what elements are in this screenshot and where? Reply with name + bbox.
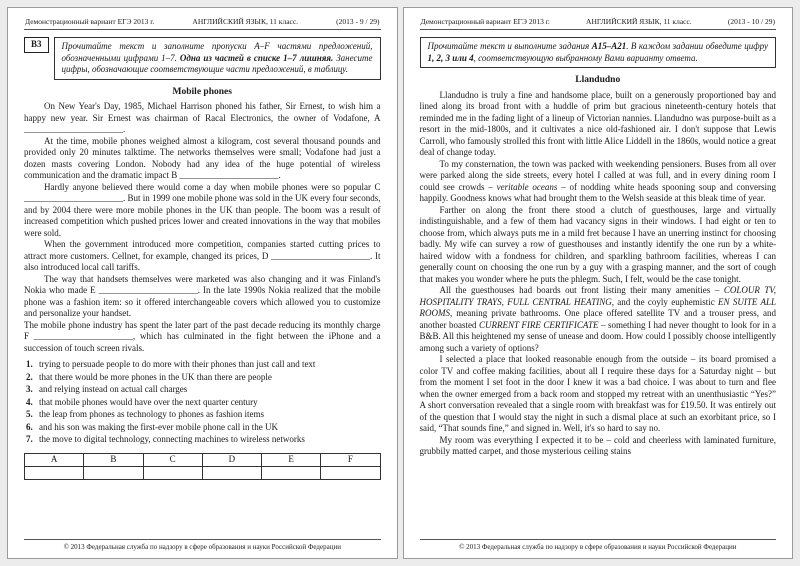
paragraph-text: – of nodding white heads spooning soup and conversing happily. Goodness knows what had brought them to the Welsh seaside at this bleak time of year. (419, 181, 776, 203)
paragraph-text: To my consternation, the town was packed with weekending pensioners. Buses from all over were parked along the side streets, every hotel I called at was full, and in every dining room I could see crowds – (419, 158, 776, 192)
instruction-bold-text: А15–А21 (591, 41, 627, 51)
option-text: the leap from phones as technology to phones as fashion items (39, 409, 264, 419)
task-a15-a21-block (420, 37, 777, 68)
paragraph (420, 285, 777, 354)
instruction-text: . В каждом задании обведите цифру (626, 41, 768, 51)
paragraph: At the time, mobile phones weighed almost a kilogram, cost several thousand pounds and provided only 20 minutes talktime. The networks themselves were small; Vodafone had just a dozen masts covering London. Nobody had any idea of the huge potential of wireless communication and the dramatic impact B ______________________. (24, 135, 381, 180)
answer-cell (25, 466, 84, 479)
reading-text-title: Mobile phones (172, 86, 232, 97)
paragraph-text: All the guesthouses had boards out front listing their many amenities – (439, 285, 724, 295)
italic-phrase: EN SUITE ALL ROOMS, (419, 296, 776, 318)
italic-phrase: CURRENT FIRE CERTIFICATE (479, 319, 599, 330)
option-number: 3. (26, 384, 33, 394)
instruction-box (420, 37, 777, 68)
answer-table (24, 453, 381, 480)
option-number: 6. (26, 421, 33, 432)
left-page-header (24, 17, 381, 30)
right-page-content (420, 37, 777, 539)
paragraph-text: – something I had never thought to look for in a B&B. All this heightened my sense of unease and doom. How could I possibly choose intelligently among such a variety of options? (419, 319, 777, 353)
option-item (24, 384, 381, 396)
header-page-number: (2013 - 10 / 29) (727, 17, 775, 26)
paragraph: Hardly anyone believed there would come a day when mobile phones were so popular C ______________________. But in 1999 one mobile phone was sold in the UK every four seconds, and by 2004 there were more mobile phones in the UK than people. The boom was a result of increased competition which pushed prices lower and created innovations in the way that mobiles were sold. (24, 181, 381, 238)
left-page-footer (24, 539, 381, 551)
paragraph: My room was everything I expected it to be – cold and cheerless with laminated furniture, grubbily matted carpet, and those mysterious ceiling stains (419, 434, 776, 456)
option-text: trying to persuade people to do more with their phones than just call and text (39, 359, 316, 369)
option-item (24, 372, 381, 384)
paragraph-text: meaning private bathrooms. One place offered satellite TV and a trouser press, and another boasted (419, 308, 776, 330)
option-number: 1. (26, 359, 33, 369)
answer-table-header-cell: F (321, 453, 380, 466)
option-number: 7. (26, 434, 33, 444)
instruction-text: Занесите цифры, обозначающие соответствующие части предложений, в таблицу. (61, 52, 373, 74)
paragraph: Farther on along the front there stood a clutch of guesthouses, large and virtually indistinguishable, and a few of them had vacancy signs in their windows. I had eight or ten to choose from, which always puts me in a mild fret because I have an unerring instinct for choosing badly. My wife can survey a row of guesthouses and instantly identify the one run by a white-haired widow with a fondness for children, and sparkling bathroom facilities, whereas I can generally count on choosing the one run by a guy with a grasping manner, and the sort of cough that makes you wonder where he puts the phlegm. Such, I felt, would be the case tonight. (419, 204, 776, 284)
footer-copyright: © 2013 Федеральная служба по надзору в сфере образования и науки Российской Федерации (63, 543, 341, 551)
task-id-badge: В3 (24, 37, 49, 53)
paragraph-text: and the coyly euphemistic (613, 296, 719, 307)
answer-cell (84, 466, 143, 479)
option-text: the move to digital technology, connecting machines to wireless networks (39, 434, 305, 444)
paragraph: The mobile phone industry has spent the later part of the past decade reducing its monthly charge F ______________________, which has culminated in the fight between the iPhone and a succession of touch screen rivals. (24, 319, 381, 353)
option-text: that mobile phones would have over the next quarter century (39, 396, 258, 407)
left-page (7, 7, 398, 559)
paragraph: I selected a place that looked reasonable enough from the outside – its board promised a color TV and coffee making facilities, about all I require these days for a Saturday night – but from the moment I set foot in the door I knew it was a bad choice. I was about to turn and flee when the owner emerged from a back room and stopped my retreat with an unenthusiastic “Yes?” A short conversation revealed that a single room with breakfast was for £19.50. It was entirely out of the question that I would stay the night in such a dismal place at such an exorbitant price, so I said, “That sounds fine,” and signed in. Well, it's so hard to say no. (419, 354, 776, 433)
header-subject-label: АНГЛИЙСКИЙ ЯЗЫК, 11 класс. (192, 17, 299, 26)
instruction-bold-text: 1, 2, 3 или 4 (427, 52, 474, 63)
instruction-box (54, 37, 381, 80)
answer-table-header-cell: D (202, 453, 261, 466)
paragraph: Llandudno is truly a fine and handsome place, built on a generously proportioned bay and lined along its broad front with a huddle of prim but gracious nineteenth-century hotels that reminded me in the fading light of a lineup of Victorian nannies. Llandudno was purpose-built as a resort in the mid-1800s, and it cultivates a nice old-fashioned air. I don't suppose that Lewis Carroll, who famously strolled this front with little Alice Liddell in the 1860s, would notice a great deal of change today. (419, 89, 776, 157)
task-b3-block (24, 37, 381, 80)
footer-copyright: © 2013 Федеральная служба по надзору в сфере образования и науки Российской Федерации (459, 543, 737, 551)
paragraph (420, 159, 777, 205)
header-variant-label: Демонстрационный вариант ЕГЭ 2013 г. (420, 17, 550, 26)
answer-table-empty-row (25, 466, 381, 479)
option-item (24, 397, 381, 409)
paragraph: When the government introduced more competition, companies started cutting prices to attract more customers. Cellnet, for example, changed its prices, D ______________________. It also introduced local call tariffs. (24, 239, 381, 272)
option-item (24, 359, 381, 371)
option-item (24, 409, 381, 421)
answer-table-header-cell: C (143, 453, 202, 466)
italic-phrase: COLOUR TV, HOSPITALITY TRAYS, FULL CENTRAL HEATING, (419, 285, 776, 307)
right-page-footer (420, 539, 777, 551)
answer-table-header-cell: A (25, 453, 84, 466)
italic-phrase: veritable oceans (496, 181, 558, 192)
option-text: that there would be more phones in the UK than there are people (39, 371, 272, 382)
option-text: and his son was making the first-ever mobile phone call in the UK (39, 421, 278, 432)
header-variant-label: Демонстрационный вариант ЕГЭ 2013 г. (25, 17, 155, 26)
paragraph: The way that handsets themselves were marketed was also changing and it was Finland's Nokia who made E ______________________. In the late 1990s Nokia realized that the mobile phone was a fashion item: so it offered interchangeable covers which allowed you to customize and personalize your handset. (24, 273, 381, 318)
answer-cell (262, 466, 321, 479)
option-number: 5. (26, 409, 33, 419)
answer-table-header-row (25, 453, 381, 466)
answer-table-header-cell: E (262, 453, 321, 466)
instruction-bold-text: Одна из частей в списке 1–7 лишняя. (179, 52, 334, 63)
option-text: and relying instead on actual call charges (39, 384, 188, 394)
option-item (24, 434, 381, 446)
answer-cell (321, 466, 380, 479)
answer-table-header-cell: B (84, 453, 143, 466)
option-number: 4. (26, 396, 33, 407)
instruction-text: Прочитайте текст и выполните задания (427, 41, 592, 51)
instruction-text: Прочитайте текст и заполните пропуски A–F частями предложений, обозначенными цифрами 1–7. (61, 41, 373, 63)
answer-cell (202, 466, 261, 479)
option-item (24, 422, 381, 434)
reading-text-title: Llandudno (575, 75, 621, 85)
options-list (24, 359, 381, 446)
paragraph: On New Year's Day, 1985, Michael Harrison phoned his father, Sir Ernest, to wish him a happy new year. Sir Ernest was chairman of Racal Electronics, the owner of Vodafone, A ______________________. (24, 101, 381, 134)
instruction-text: , соответствующую выбранному Вами варианту ответа. (473, 52, 698, 63)
header-subject-label: АНГЛИЙСКИЙ ЯЗЫК, 11 класс. (586, 17, 692, 26)
option-number: 2. (26, 371, 33, 382)
answer-cell (143, 466, 202, 479)
right-page-header (420, 17, 777, 30)
right-page (403, 7, 794, 559)
left-page-content (24, 37, 381, 539)
header-page-number: (2013 - 9 / 29) (336, 17, 380, 26)
